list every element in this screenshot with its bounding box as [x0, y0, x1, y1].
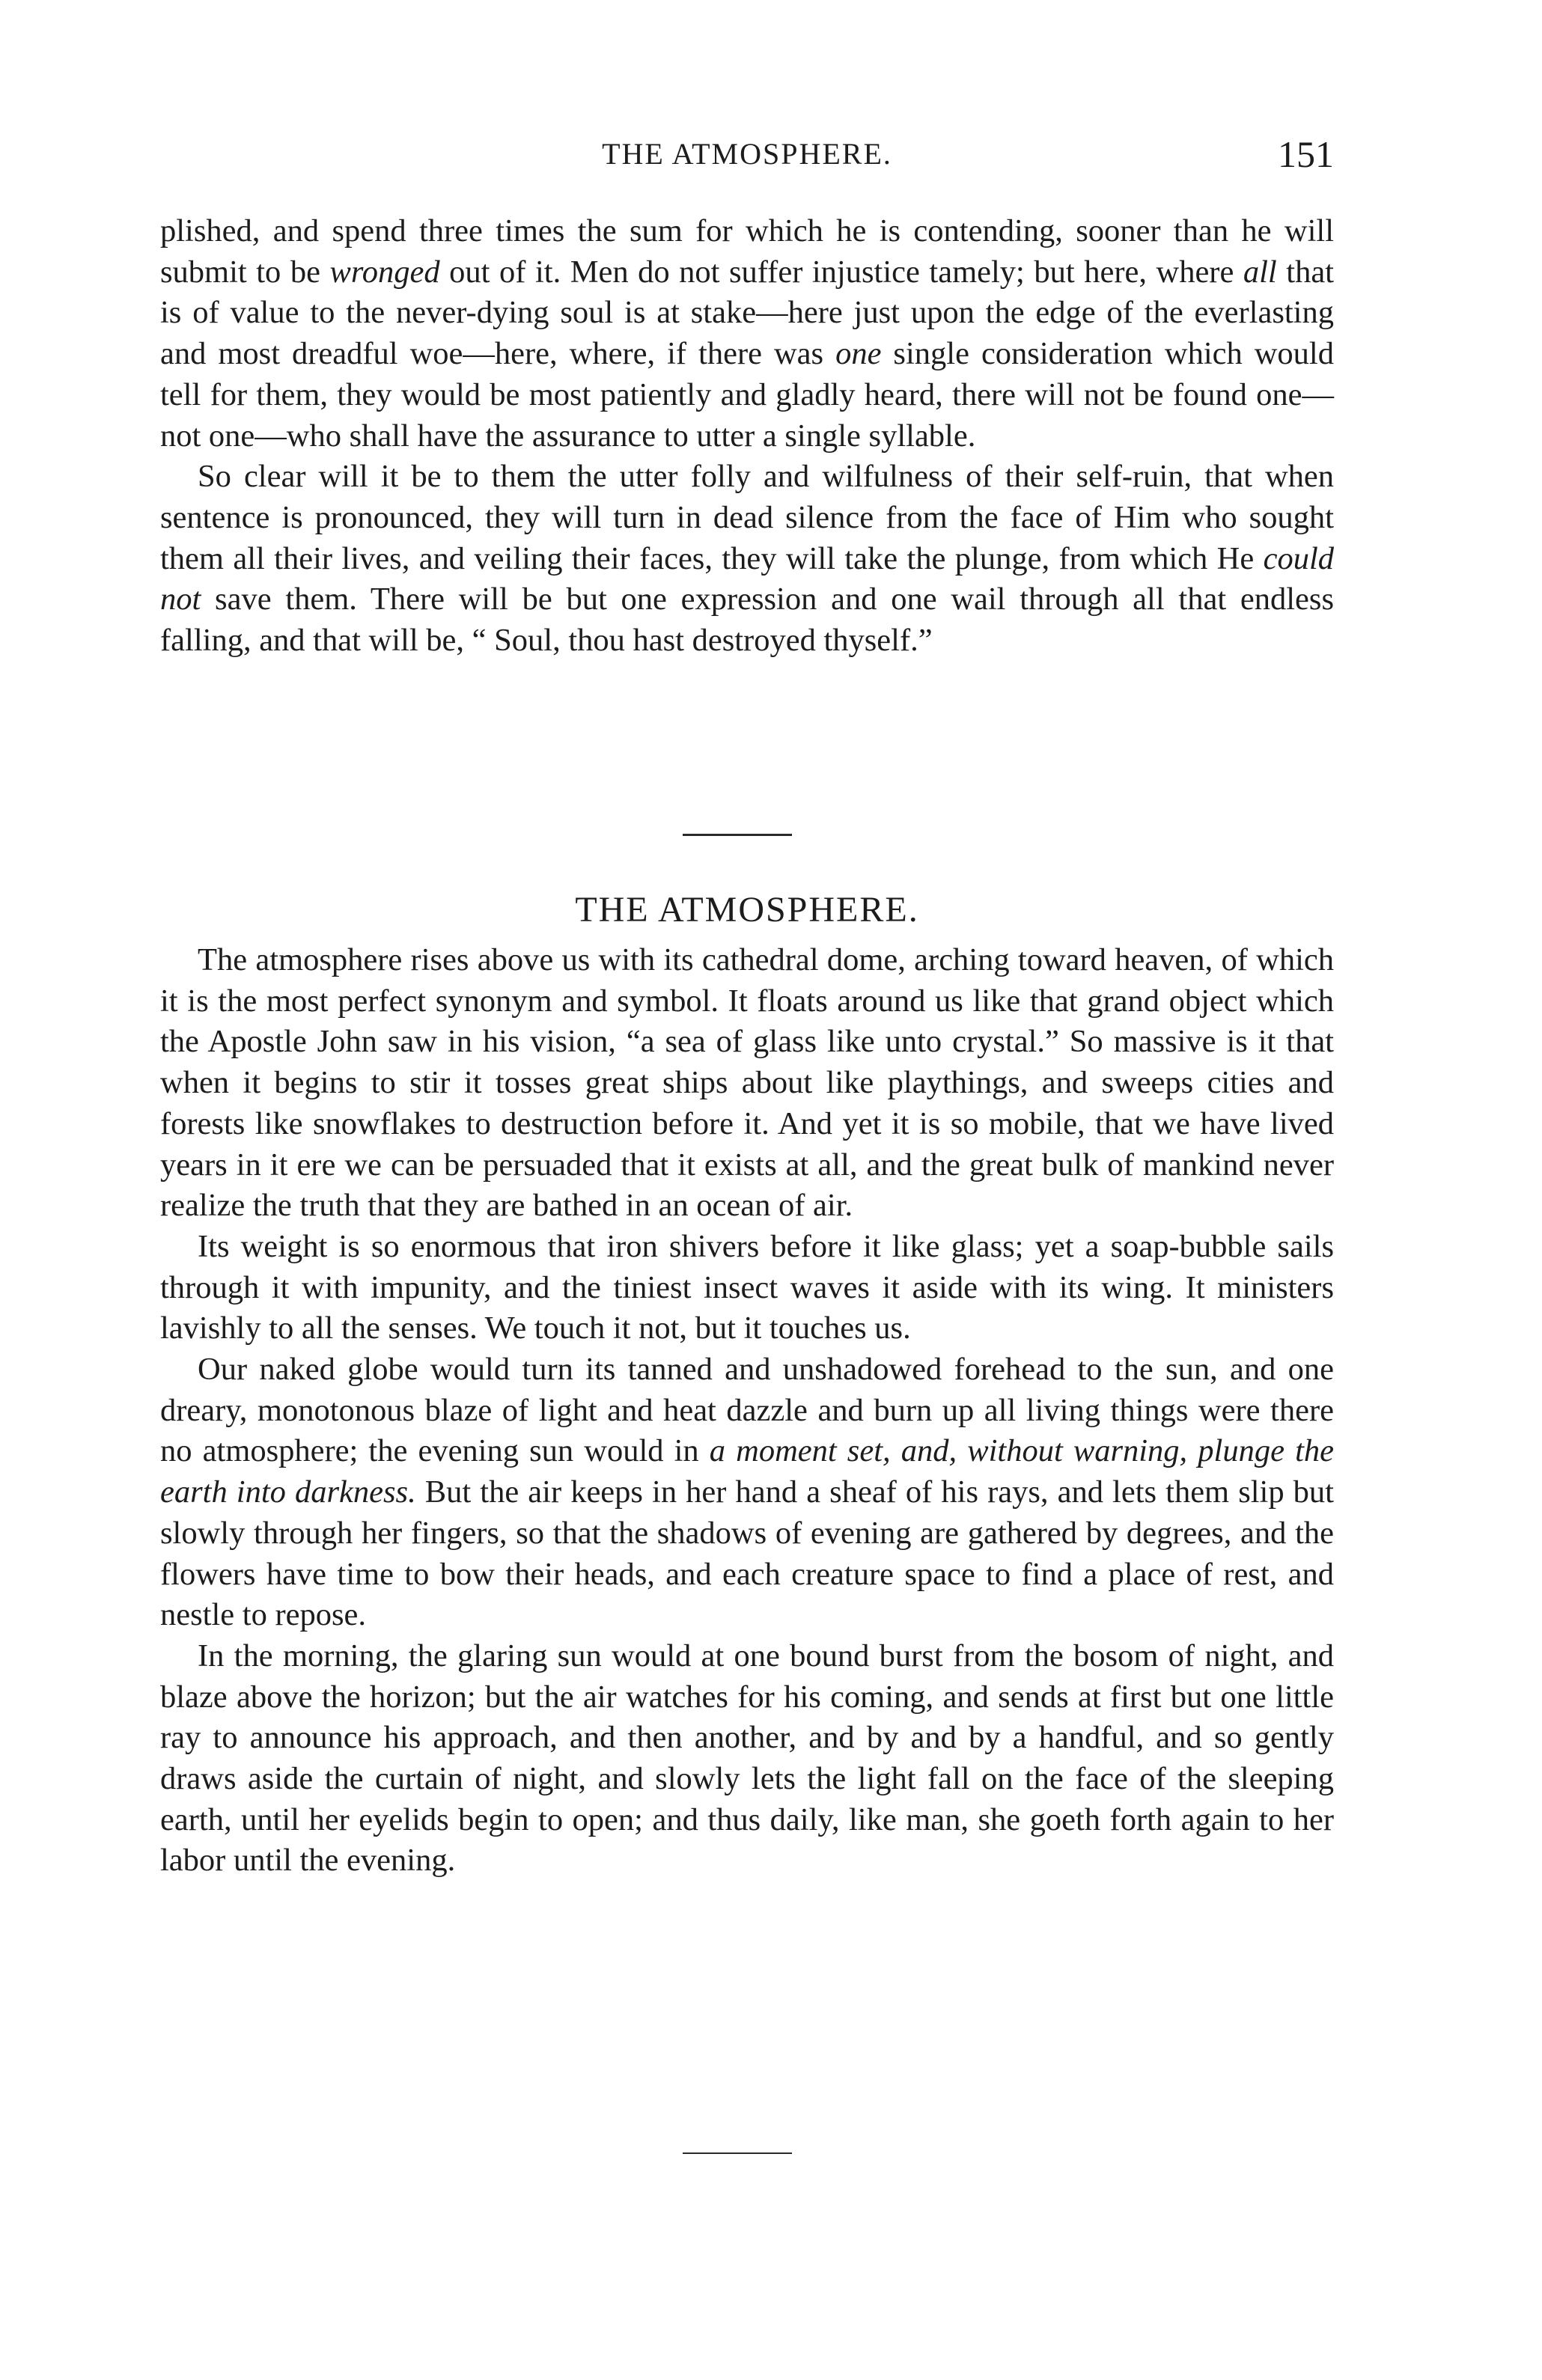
- italic-text: all: [1243, 254, 1277, 290]
- text-run: The atmosphere rises above us with its cathedral dome, arching toward heaven, of which it is the most perfect synonym and symbol. It floats around us like that grand object which the Apostle John saw in his vision, “a sea of glass like unto crystal.” So massive is it that when it begins to stir it tosses great ships about like playthings, and sweeps cities and forests like snowflakes to destruction before it. And yet it is so mobile, that we have lived years in it ere we can be persuaded that it exists at all, and the great bulk of mankind never realize the truth that they are bathed in an ocean of air.: [160, 942, 1334, 1224]
- paragraph: [160, 1349, 1334, 1636]
- italic-text: one: [835, 336, 882, 372]
- end-divider-rule: [683, 2152, 792, 2154]
- paragraph: [160, 1227, 1334, 1349]
- text-run: that is of value to the never-dying soul is at stake—here just upon the edge of the everlasting and most dreadful woe—here, where, if there was: [160, 254, 1334, 372]
- paragraph: [160, 940, 1334, 1227]
- text-run: So clear will it be to them the utter folly and wilfulness of their self-ruin, that when sentence is pronounced, they will turn in dead silence from the face of Him who sought them all their lives, and veiling their faces, they will take the plunge, from which He: [160, 459, 1334, 576]
- italic-text: wronged: [329, 254, 440, 290]
- text-run: In the morning, the glaring sun would at one bound burst from the bosom of night, and blaze above the horizon; but the air watches for his coming, and sends at first but one little ray to announce his approach, and then another, and by and by a handful, and so gently draws aside the curtain of night, and slowly lets the light fall on the face of the sleeping earth, until her eyelids begin to open; and thus daily, like man, she goeth forth again to her labor until the evening.: [160, 1638, 1334, 1879]
- text-run: single consideration which would tell for them, they would be most patiently and gladly heard, there will not be found one—not one—who shall have the assurance to utter a single syllable.: [160, 336, 1334, 454]
- text-run: But the air keeps in her hand a sheaf of his rays, and lets them slip but slowly through her fingers, so that the shadows of evening are gathered by degrees, and the flowers have time to bow their heads, and each creature space to find a place of rest, and nestle to repose.: [160, 1474, 1334, 1633]
- page-number: 151: [1278, 133, 1334, 175]
- section-divider-rule: [683, 834, 792, 836]
- section-heading: THE ATMOSPHERE.: [575, 890, 919, 930]
- running-head-title: THE ATMOSPHERE.: [602, 137, 892, 171]
- text-run: out of it. Men do not suffer injustice tamely; but here, where: [439, 254, 1243, 290]
- text-run: plished, and spend three times the sum for which he is contending, sooner than he will submit to be: [160, 213, 1334, 290]
- paragraph: [160, 1636, 1334, 1882]
- first-piece-body: [160, 211, 1334, 662]
- running-head: [160, 132, 1334, 184]
- text-run: Our naked globe would turn its tanned and unshadowed forehead to the sun, and one dreary, monotonous blaze of light and heat dazzle and burn up all living things were there no atmosphere; the evening sun would in: [160, 1352, 1334, 1469]
- paragraph: [160, 211, 1334, 457]
- second-piece-body: [160, 940, 1334, 1882]
- italic-text: a moment set, and, without warning, plunge the earth into darkness.: [160, 1433, 1334, 1510]
- paragraph: [160, 457, 1334, 662]
- italic-text: could not: [160, 540, 1334, 617]
- text-run: Its weight is so enormous that iron shivers before it like glass; yet a soap-bubble sails through it with impunity, and the tiniest insect waves it aside with its wing. It ministers lavishly to all the senses. We touch it not, but it touches us.: [160, 1228, 1334, 1346]
- text-run: save them. There will be but one expression and one wail through all that endless falling, and that will be, “ Soul, thou hast destroyed thyself.”: [160, 582, 1334, 659]
